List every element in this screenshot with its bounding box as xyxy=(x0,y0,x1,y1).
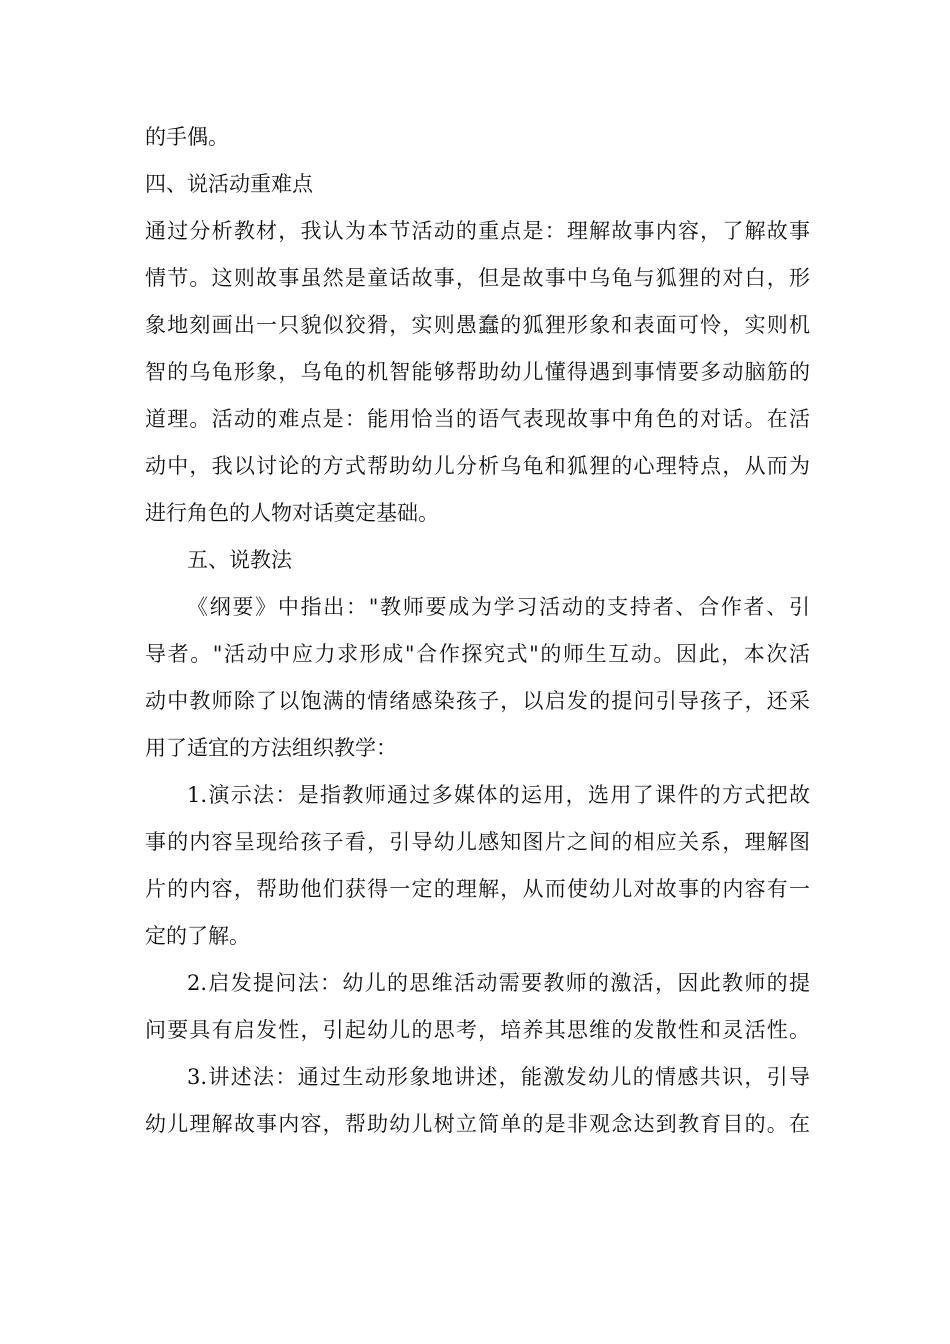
text-line: 幼儿理解故事内容，帮助幼儿树立简单的是非观念达到教育目的。在 xyxy=(145,1112,810,1136)
text-line: 《纲要》中指出："教师要成为学习活动的支持者、合作者、引 xyxy=(187,595,810,619)
text-line: 用了适宜的方法组织教学： xyxy=(145,736,397,760)
text-line: 定的了解。 xyxy=(145,924,250,948)
text-line: 象地刻画出一只貌似狡猾，实则愚蠢的狐狸形象和表面可怜，实则机 xyxy=(145,313,810,337)
text-line: 道理。活动的难点是：能用恰当的语气表现故事中角色的对话。在活 xyxy=(145,407,810,431)
text-line: 片的内容，帮助他们获得一定的理解，从而使幼儿对故事的内容有一 xyxy=(145,877,810,901)
text-line: 问要具有启发性，引起幼儿的思考，培养其思维的发散性和灵活性。 xyxy=(145,1018,810,1042)
text-line: 动中教师除了以饱满的情绪感染孩子，以启发的提问引导孩子，还采 xyxy=(145,689,810,713)
text-line: 1.演示法：是指教师通过多媒体的运用，选用了课件的方式把故 xyxy=(187,783,810,807)
text-line: 2.启发提问法：幼儿的思维活动需要教师的激活，因此教师的提 xyxy=(187,971,810,995)
text-line: 的手偶。 xyxy=(145,125,229,149)
text-line: 情节。这则故事虽然是童话故事，但是故事中乌龟与狐狸的对白，形 xyxy=(145,266,810,290)
text-line: 通过分析教材，我认为本节活动的重点是：理解故事内容，了解故事 xyxy=(145,219,810,243)
text-line: 五、说教法 xyxy=(187,548,292,572)
text-line: 四、说活动重难点 xyxy=(145,172,313,196)
text-line: 导者。"活动中应力求形成"合作探究式"的师生互动。因此，本次活 xyxy=(145,642,810,666)
document-body xyxy=(145,114,810,1148)
text-line: 智的乌龟形象，乌龟的机智能够帮助幼儿懂得遇到事情要多动脑筋的 xyxy=(145,360,810,384)
text-line: 事的内容呈现给孩子看，引导幼儿感知图片之间的相应关系，理解图 xyxy=(145,830,810,854)
text-line: 动中，我以讨论的方式帮助幼儿分析乌龟和狐狸的心理特点，从而为 xyxy=(145,454,810,478)
text-line: 进行角色的人物对话奠定基础。 xyxy=(145,501,439,525)
text-line: 3.讲述法：通过生动形象地讲述，能激发幼儿的情感共识，引导 xyxy=(187,1065,810,1089)
